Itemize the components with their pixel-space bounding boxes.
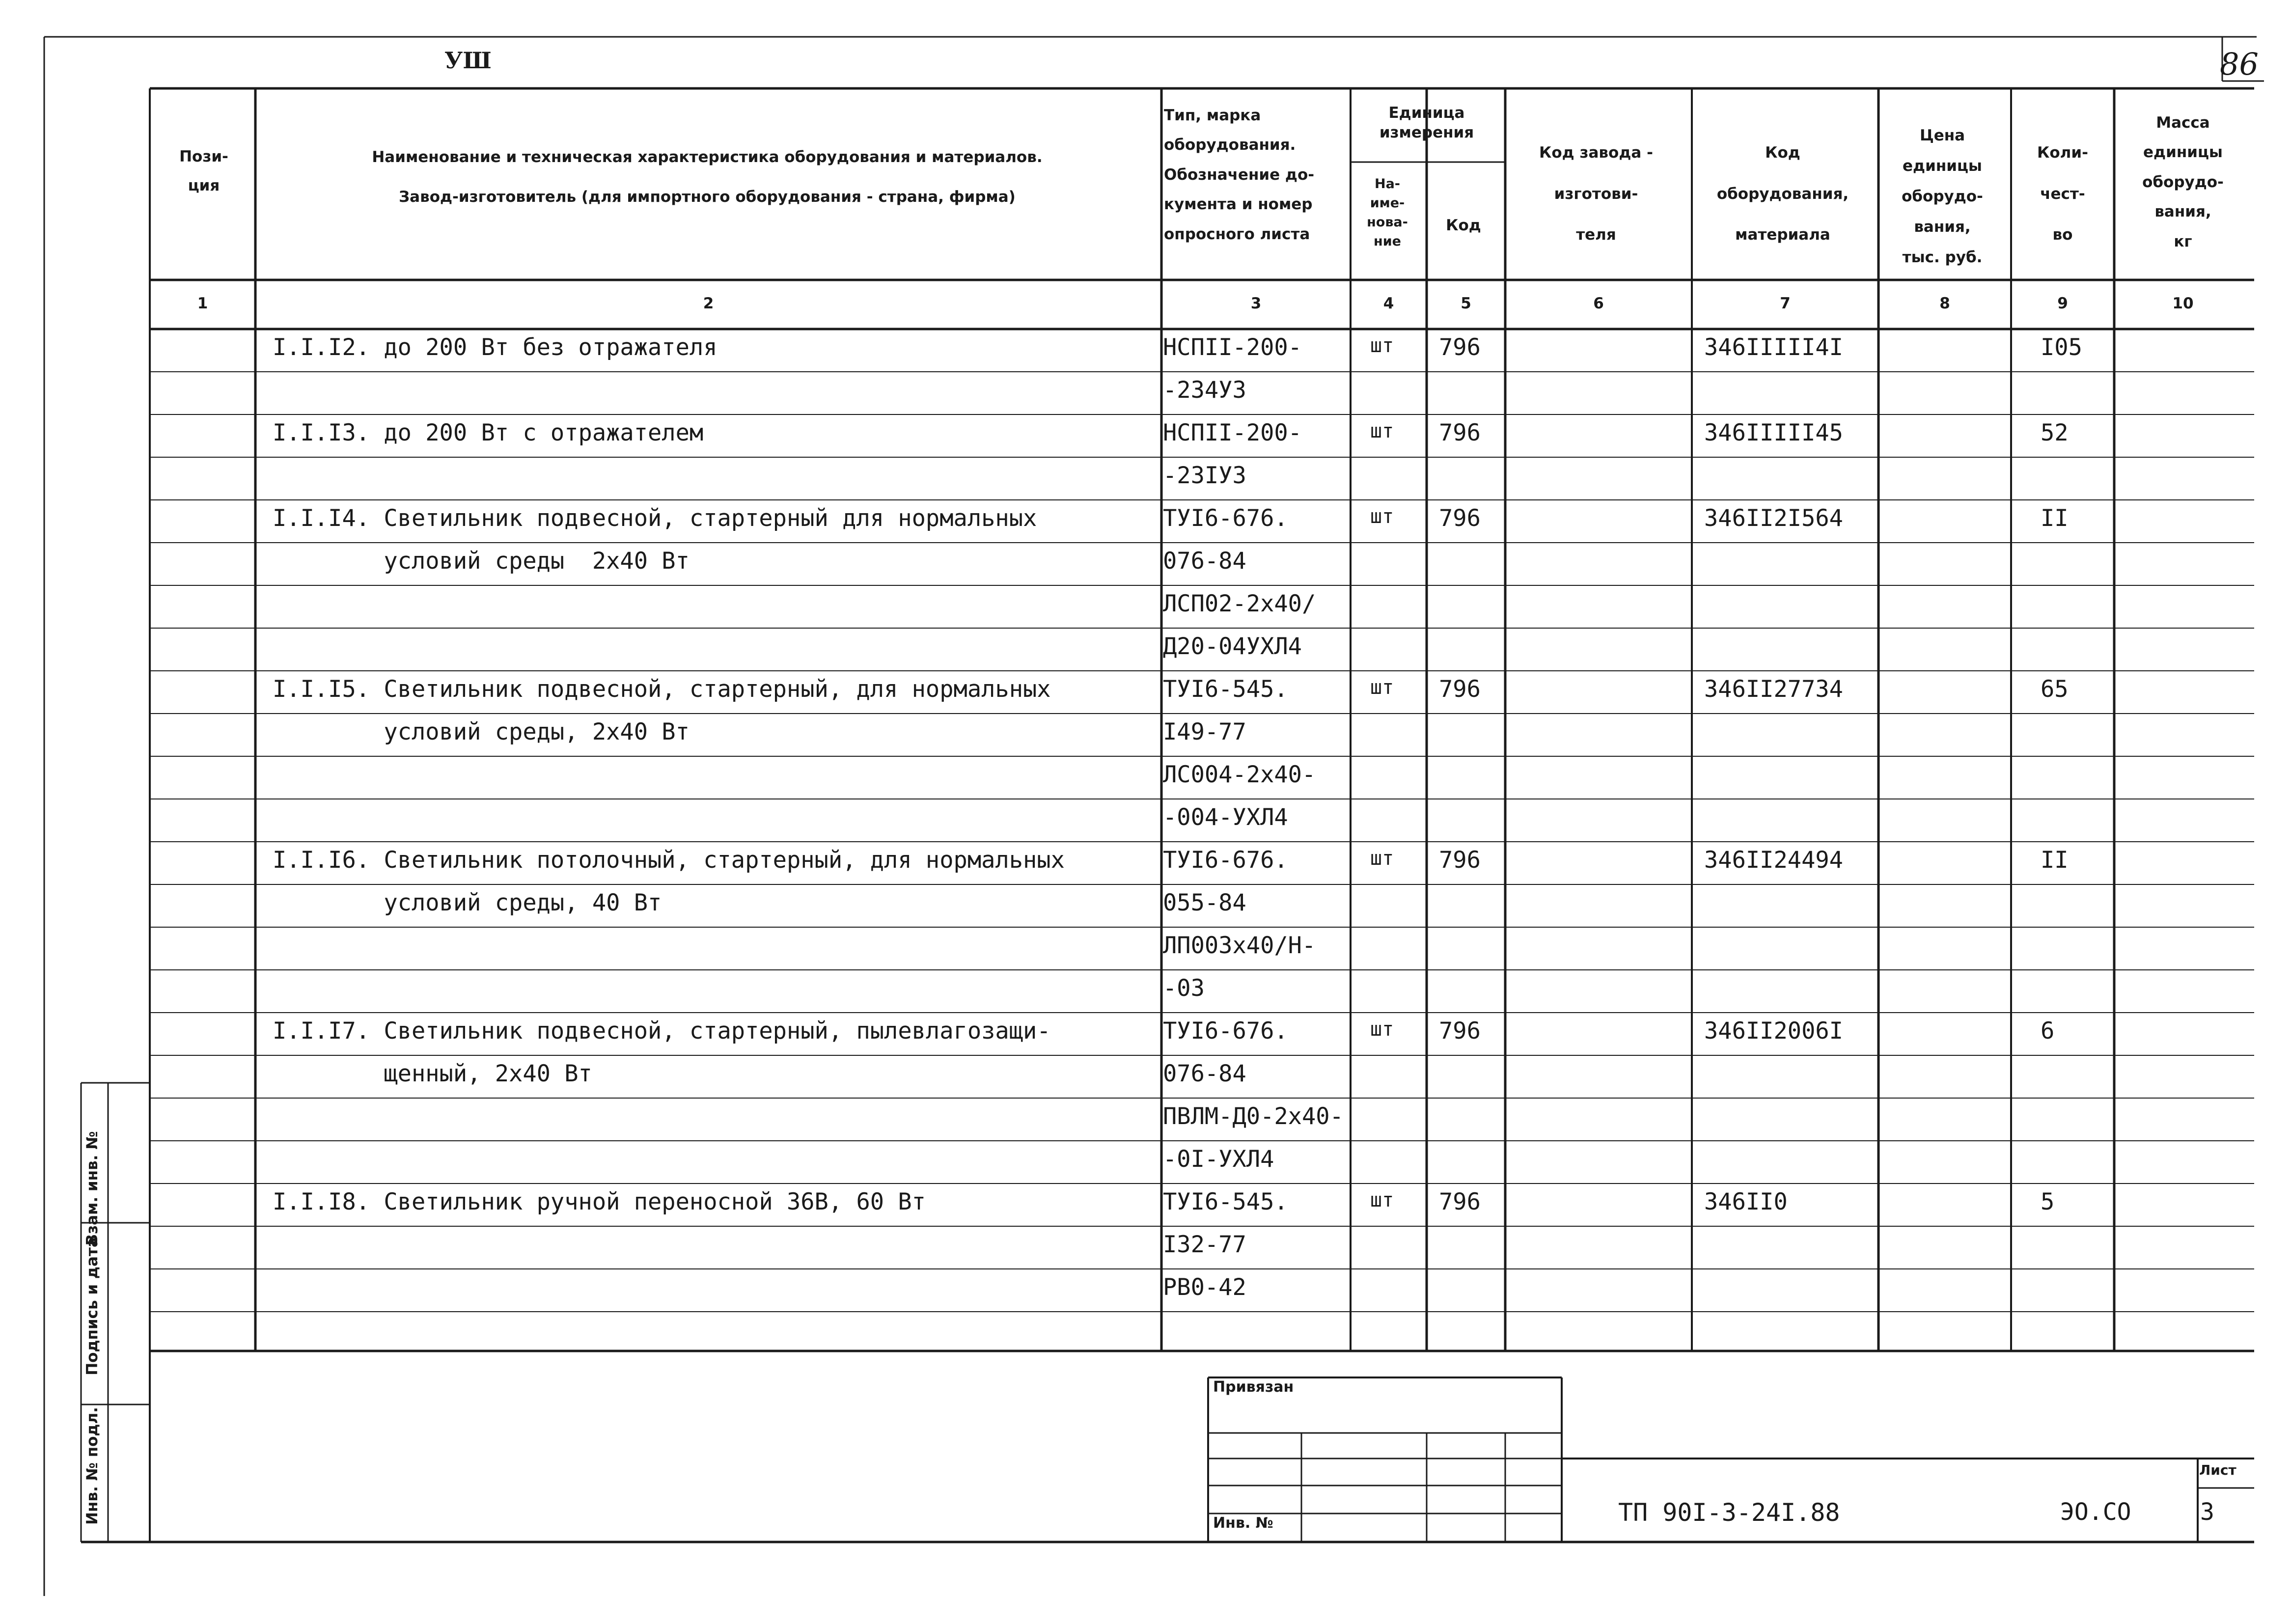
- header-quantity: Коли- чест- во: [2037, 144, 2088, 244]
- column-number: 5: [1461, 295, 1471, 312]
- row-quantity: 52: [2041, 419, 2069, 446]
- row-name: I.I.I7. Светильник подвесной, стартерный, пылевлагозащи-: [273, 1018, 1051, 1045]
- page-number-handwritten: 86: [2220, 46, 2259, 82]
- header-name: [260, 138, 1154, 217]
- row-unit-code: 796: [1439, 847, 1481, 874]
- column-number: 1: [197, 295, 208, 312]
- row-type: ТУI6-545.: [1163, 676, 1288, 703]
- row-type: ТУI6-676.: [1163, 847, 1288, 874]
- header-equipment-code: Код оборудования, материала: [1716, 144, 1849, 244]
- row-type: ЛС004-2х40-: [1163, 761, 1316, 788]
- sheet-number: 3: [2200, 1498, 2214, 1526]
- side-label-orig-inv: Инв. № подл.: [83, 1407, 101, 1525]
- row-type: ЛП003х40/Н-: [1163, 932, 1316, 959]
- column-number: 7: [1780, 295, 1791, 312]
- row-type: -0I-УХЛ4: [1163, 1146, 1274, 1173]
- header-unit-name: На- име- нова- ние: [1367, 176, 1408, 249]
- row-quantity: 6: [2041, 1018, 2055, 1045]
- column-number: 4: [1383, 295, 1394, 312]
- row-type: ТУI6-676.: [1163, 1018, 1288, 1045]
- row-name: I.I.I3. до 200 Вт с отражателем: [273, 419, 704, 446]
- row-quantity: 65: [2041, 676, 2069, 703]
- row-name: I.I.I2. до 200 Вт без отражателя: [273, 334, 718, 361]
- sheet-label: Лист: [2199, 1462, 2236, 1478]
- row-name: щенный, 2х40 Вт: [273, 1060, 592, 1087]
- header-unit: Единица измерения: [1379, 104, 1474, 142]
- row-unit: шт: [1370, 505, 1394, 528]
- row-unit-code: 796: [1439, 419, 1481, 446]
- header-unit-code: Код: [1446, 217, 1481, 234]
- header-name-line1: Наименование и техническая характеристика оборудования и материалов.: [372, 148, 1043, 166]
- row-type: -234У3: [1163, 377, 1246, 404]
- column-number: 6: [1593, 295, 1604, 312]
- row-type: 076-84: [1163, 548, 1246, 575]
- row-type: ТУI6-676.: [1163, 505, 1288, 532]
- row-name: I.I.I5. Светильник подвесной, стартерный, для нормальных: [273, 676, 1051, 703]
- row-type: НСПII-200-: [1163, 334, 1302, 361]
- row-equipment-code: 346II2006I: [1704, 1018, 1843, 1045]
- header-maker-code: Код завода - изготови- теля: [1539, 144, 1653, 244]
- row-name: I.I.I6. Светильник потолочный, стартерный, для нормальных: [273, 847, 1065, 874]
- row-quantity: I05: [2041, 334, 2082, 361]
- row-equipment-code: 346II27734: [1704, 676, 1843, 703]
- row-type: НСПII-200-: [1163, 419, 1302, 446]
- row-unit-code: 796: [1439, 1188, 1481, 1215]
- row-type: ЛСП02-2х40/: [1163, 590, 1316, 617]
- row-equipment-code: 346II24494: [1704, 847, 1843, 874]
- header-mass: Масса единицы оборудо- вания, кг: [2142, 114, 2224, 250]
- row-type: РВ0-42: [1163, 1274, 1246, 1301]
- row-unit-code: 796: [1439, 1018, 1481, 1045]
- row-unit: шт: [1370, 334, 1394, 357]
- row-type: 076-84: [1163, 1060, 1246, 1087]
- section-code: ЭО.СО: [2060, 1498, 2131, 1526]
- row-unit: шт: [1370, 847, 1394, 870]
- row-type: Д20-04УХЛ4: [1163, 633, 1302, 660]
- header-price: Цена единицы оборудо- вания, тыс. руб.: [1902, 127, 1983, 266]
- row-name: I.I.I4. Светильник подвесной, стартерный для нормальных: [273, 505, 1037, 532]
- row-type: -23IУ3: [1163, 462, 1246, 489]
- header-type: Тип, марка оборудования. Обозначение до- кумента и номер опросного листа: [1164, 107, 1315, 243]
- row-type: I49-77: [1163, 718, 1246, 745]
- document-code: ТП 90I-3-24I.88: [1618, 1498, 1840, 1527]
- series-mark: УШ: [444, 47, 492, 74]
- column-number: 10: [2172, 295, 2194, 312]
- row-type: 055-84: [1163, 889, 1246, 916]
- row-name: условий среды, 2х40 Вт: [273, 718, 690, 745]
- row-unit: шт: [1370, 676, 1394, 699]
- row-quantity: II: [2041, 847, 2069, 874]
- row-equipment-code: 346IIIII45: [1704, 419, 1843, 446]
- row-type: -03: [1163, 975, 1205, 1002]
- side-label-signature-date: Подпись и дата: [83, 1237, 101, 1376]
- row-unit: шт: [1370, 420, 1394, 442]
- row-unit: шт: [1370, 1018, 1394, 1041]
- side-label-replace-inv: Взам. инв. №: [83, 1131, 101, 1246]
- row-type: I32-77: [1163, 1231, 1246, 1258]
- row-equipment-code: 346IIIII4I: [1704, 334, 1843, 361]
- column-number: 8: [1939, 295, 1950, 312]
- row-name: условий среды, 40 Вт: [273, 889, 662, 916]
- row-quantity: II: [2041, 505, 2069, 532]
- column-number: 9: [2057, 295, 2068, 312]
- row-type: ПВЛМ-Д0-2х40-: [1163, 1103, 1344, 1130]
- column-number: 3: [1250, 295, 1262, 312]
- row-unit-code: 796: [1439, 676, 1481, 703]
- row-unit-code: 796: [1439, 505, 1481, 532]
- header-position: Пози- ция: [179, 148, 228, 194]
- row-equipment-code: 346II0: [1704, 1188, 1788, 1215]
- stamp-bound: Привязан: [1213, 1378, 1294, 1396]
- row-quantity: 5: [2041, 1188, 2055, 1215]
- stamp-inventory: Инв. №: [1213, 1514, 1273, 1532]
- column-number: 2: [703, 295, 714, 312]
- row-equipment-code: 346II2I564: [1704, 505, 1843, 532]
- row-type: -004-УХЛ4: [1163, 804, 1288, 831]
- row-unit-code: 796: [1439, 334, 1481, 361]
- row-type: ТУI6-545.: [1163, 1188, 1288, 1215]
- row-unit: шт: [1370, 1189, 1394, 1211]
- row-name: I.I.I8. Светильник ручной переносной 36В, 60 Вт: [273, 1188, 926, 1215]
- header-name-line2: Завод-изготовитель (для импортного оборудования - страна, фирма): [399, 188, 1016, 206]
- row-name: условий среды 2х40 Вт: [273, 548, 690, 575]
